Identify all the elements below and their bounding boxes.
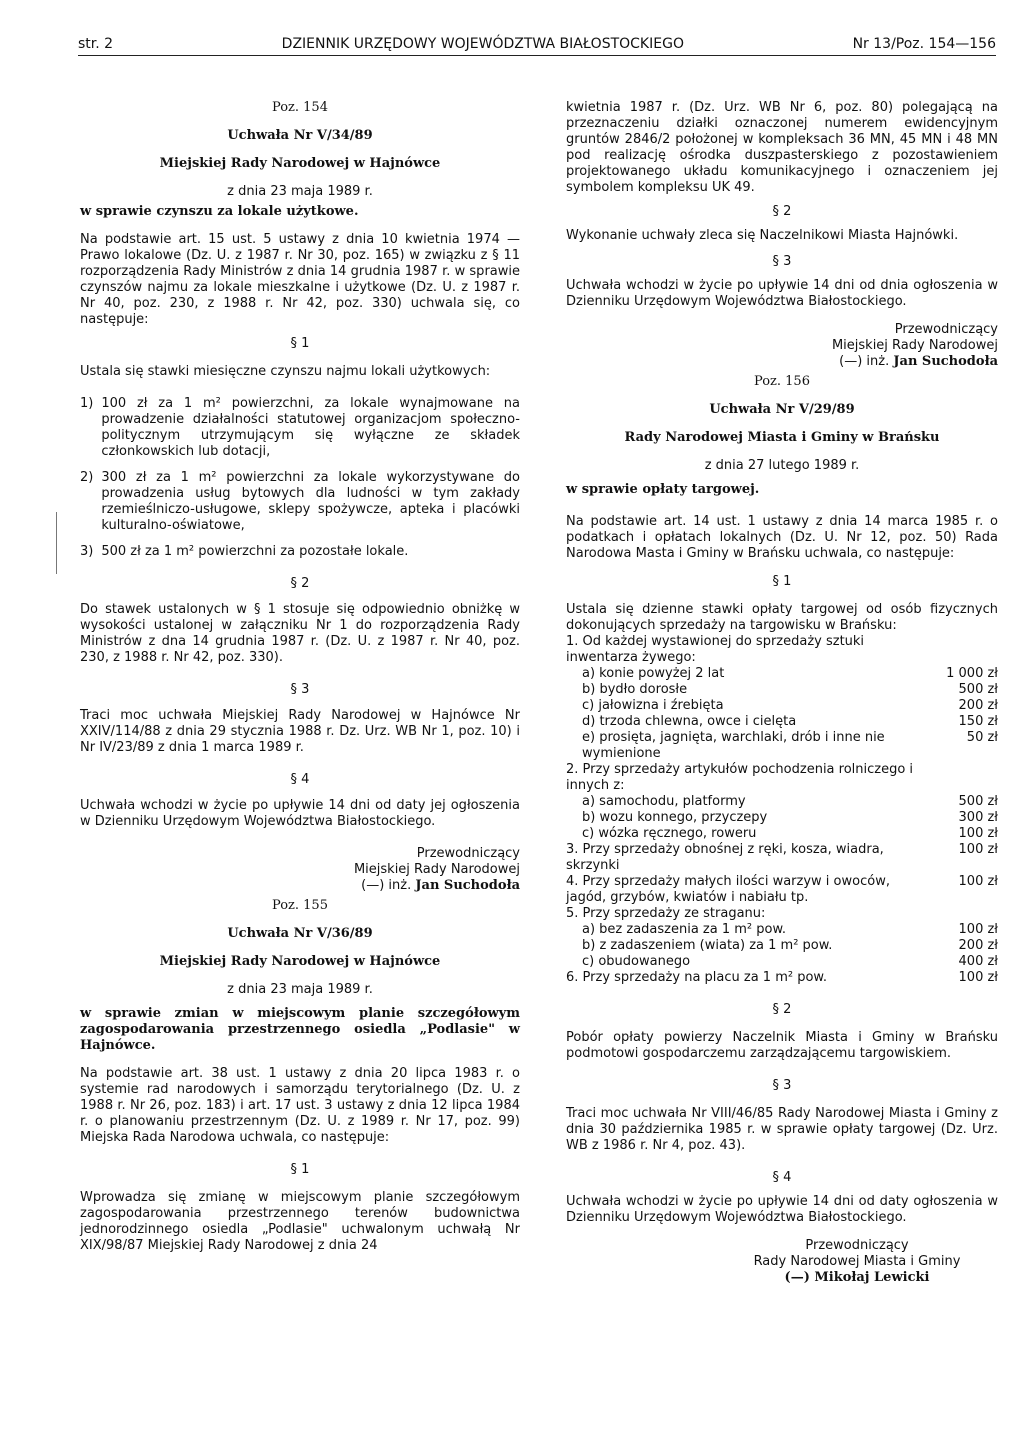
page-number: str. 2: [78, 36, 114, 52]
poz154-section2: § 2: [290, 576, 310, 591]
journal-title: DZIENNIK URZĘDOWY WOJEWÓDZTWA BIAŁOSTOCKIEGO: [281, 36, 684, 52]
poz156-section3-text: Traci moc uchwała Nr VIII/46/85 Rady Narodowej Miasta i Gminy z dnia 30 października 1985 r. w sprawie opłaty targowej (Dz. Urz. WB z 1986 r. Nr 4, poz. 43).: [566, 1106, 998, 1153]
fee-amount: 50 zł: [966, 730, 998, 745]
fee-amount: [932, 906, 998, 922]
poz154-intro: Na podstawie art. 15 ust. 5 ustawy z dnia 10 kwietnia 1974 — Prawo lokalowe (Dz. U. z 1987 r. Nr 30, poz. 165) w związku z § 11 rozporządzenia Rady Ministrów z dnia 14 grudnia 1987 r. w sprawie czynszów najmu za lokale mieszkalne i użytkowe (Dz. U. z 1987 r. Nr 40, poz. 230, z 1988 r. Nr 42, poz. 330) uchwala się, co następuje:: [80, 232, 520, 327]
fee-amount: 500 zł: [958, 682, 998, 697]
poz154-signature: Przewodniczący Miejskiej Rady Narodowej (—) inż. Jan Suchodoła: [353, 846, 520, 893]
fee-label: c) jałowizna i źrebięta: [582, 698, 724, 713]
fee-label: d) trzoda chlewna, owce i cielęta: [582, 714, 797, 729]
poz154-council: Miejskiej Rady Narodowej w Hajnówce: [159, 156, 441, 171]
fee-amount: [932, 634, 998, 666]
fee-amount: 100 zł: [958, 842, 998, 857]
poz155-number: Poz. 155: [272, 898, 328, 913]
poz154-item2: 2) 300 zł za 1 m² powierzchni za lokale wykorzystywane do prowadzenia usług bytowych dla ludności w tym zakłady rzemieślniczo-usługowe, sklepy spożywcze, apteka i placówki kulturalno-oświatowe,: [80, 470, 520, 533]
fee-row: [566, 810, 998, 826]
poz154-section1-text: Ustala się stawki miesięczne czynszu najmu lokali użytkowych:: [80, 364, 491, 379]
fee-label: 6. Przy sprzedaży na placu za 1 m² pow.: [566, 970, 827, 985]
fee-amount: 500 zł: [958, 794, 998, 809]
fee-row: [566, 970, 998, 986]
fee-label: b) bydło dorosłe: [582, 682, 688, 697]
poz155-council: Miejskiej Rady Narodowej w Hajnówce: [159, 954, 441, 969]
poz155-subject: w sprawie zmian w miejscowym planie szczegółowym zagospodarowania przestrzennego osiedla „Podlasie" w Hajnówce.: [80, 1006, 520, 1053]
fee-row: [566, 874, 998, 906]
right-column: [566, 100, 998, 1286]
poz156-number: Poz. 156: [754, 374, 810, 389]
fee-label: c) wózka ręcznego, roweru: [582, 826, 757, 841]
fee-label: 3. Przy sprzedaży obnośnej z ręki, kosza, wiadra, skrzynki: [566, 842, 884, 873]
poz155-section1: § 1: [290, 1162, 310, 1177]
fee-label: a) samochodu, platformy: [582, 794, 746, 809]
fee-row: [566, 714, 998, 730]
fee-label: b) wozu konnego, przyczepy: [582, 810, 768, 825]
page-header: [78, 36, 996, 56]
poz155-section2: § 2: [772, 204, 792, 219]
poz156-intro: Na podstawie art. 14 ust. 1 ustawy z dnia 14 marca 1985 r. o podatkach i opłatach lokalnych (Dz. U. Nr 12, poz. 50) Rada Narodowa Masta i Gminy w Brańsku uchwala, co następuje:: [566, 514, 998, 561]
poz155-section2-text: Wykonanie uchwały zleca się Naczelnikowi Miasta Hajnówki.: [566, 228, 959, 243]
poz155-section1-text: Wprowadza się zmianę w miejscowym planie szczegółowym zagospodarowania przestrzennego terenów budownictwa jednorodzinnego osiedla „Podlasie" uchwalonym uchwałą Nr XIX/98/87 Miejskiej Rady Narodowej z dnia 24: [80, 1190, 520, 1253]
fee-row: [566, 634, 998, 666]
poz154-section1: § 1: [290, 336, 310, 351]
poz155-section3: § 3: [772, 254, 792, 269]
poz156-section2: § 2: [772, 1002, 792, 1017]
poz155-date: z dnia 23 maja 1989 r.: [227, 982, 373, 997]
fee-label: e) prosięta, jagnięta, warchlaki, drób i inne nie wymienione: [582, 730, 885, 761]
poz155-title: Uchwała Nr V/36/89: [227, 926, 373, 941]
poz156-section4-text: Uchwała wchodzi w życie po upływie 14 dni od daty ogłoszenia w Dzienniku Urzędowym Województwa Białostockiego.: [566, 1194, 998, 1225]
fee-amount: 200 zł: [958, 938, 998, 953]
fee-label: 2. Przy sprzedaży artykułów pochodzenia rolniczego i innych z:: [566, 762, 914, 793]
poz156-subject: w sprawie opłaty targowej.: [566, 482, 760, 497]
poz154-section4: § 4: [290, 772, 310, 787]
poz154-section4-text: Uchwała wchodzi w życie po upływie 14 dni od daty jej ogłoszenia w Dzienniku Urzędowym Województwa Białostockiego.: [80, 798, 520, 829]
fee-amount: 100 zł: [958, 874, 998, 889]
poz154-section3-text: Traci moc uchwała Miejskiej Rady Narodowej w Hajnówce Nr XXIV/114/88 z dnia 29 stycznia 1988 r. Dz. Urz. WB Nr 1, poz. 10) i Nr IV/23/89 z dnia 1 marca 1989 r.: [80, 708, 520, 755]
poz155-signature: Przewodniczący Miejskiej Rady Narodowej (—) inż. Jan Suchodoła: [831, 322, 998, 369]
fee-row: [566, 954, 998, 970]
fee-row: [566, 666, 998, 682]
fee-row: [566, 906, 998, 922]
poz154-item3: 3) 500 zł za 1 m² powierzchni za pozostałe lokale.: [80, 544, 409, 559]
fee-row: [566, 698, 998, 714]
fee-row: [566, 842, 998, 874]
fee-row: [566, 762, 998, 794]
fee-row: [566, 730, 998, 762]
fee-label: c) obudowanego: [582, 954, 691, 969]
fee-row: [566, 794, 998, 810]
poz155-intro: Na podstawie art. 38 ust. 1 ustawy z dnia 20 lipca 1983 r. o systemie rad narodowych i samorządu terytorialnego (Dz. U. z 1988 r. Nr 26, poz. 183) i art. 17 ust. 3 ustawy z dnia 12 lipca 1984 r. o planowaniu przestrzennym (Dz. U. z 1989 r. Nr 17, poz. 99) Miejska Rada Narodowa uchwala, co następuje:: [80, 1066, 520, 1145]
fee-label: a) bez zadaszenia za 1 m² pow.: [582, 922, 787, 937]
poz154-subject: w sprawie czynszu za lokale użytkowe.: [80, 204, 359, 219]
poz154-item1: 1) 100 zł za 1 m² powierzchni, za lokale wynajmowane na prowadzenie działalności statutowej organizacjom społeczno-politycznym utrzymującym się wyłączne ze składek członkowskich lub dotacji,: [80, 396, 520, 459]
poz156-section3: § 3: [772, 1078, 792, 1093]
fee-amount: [932, 762, 998, 794]
poz154-section3: § 3: [290, 682, 310, 697]
poz154-title: Uchwała Nr V/34/89: [227, 128, 373, 143]
left-column: [80, 100, 520, 1254]
fee-amount: 100 zł: [958, 970, 998, 985]
poz156-section2-text: Pobór opłaty powierzy Naczelnik Miasta i Gminy w Brańsku podmotowi gospodarczemu zarządzającemu targowiskiem.: [566, 1030, 998, 1061]
fee-amount: 400 zł: [958, 954, 998, 969]
fee-row: [566, 682, 998, 698]
poz156-section1-text: Ustala się dzienne stawki opłaty targowej od osób fizycznych dokonujących sprzedaży na targowisku w Brańsku:: [566, 602, 998, 633]
poz154-section2-text: Do stawek ustalonych w § 1 stosuje się odpowiednio obniżkę w wysokości ustalonej w załączniku Nr 1 do rozporządzenia Rady Ministrów z dna 14 grudnia 1987 r. (Dz. U. z 1987 r. Nr 40, poz. 230, z 1988 r. Nr 42, poz. 330).: [80, 602, 520, 665]
fee-row: [566, 826, 998, 842]
margin-rule: [56, 512, 57, 574]
fee-label: a) konie powyżej 2 lat: [582, 666, 725, 681]
poz154-date: z dnia 23 maja 1989 r.: [227, 184, 373, 199]
poz156-section1: § 1: [772, 574, 792, 589]
poz156-date: z dnia 27 lutego 1989 r.: [704, 458, 860, 473]
fee-amount: 150 zł: [958, 714, 998, 729]
issue-number: Nr 13/Poz. 154—156: [852, 36, 996, 52]
poz156-title: Uchwała Nr V/29/89: [709, 402, 855, 417]
fee-amount: 100 zł: [958, 922, 998, 937]
fee-row: [566, 938, 998, 954]
poz156-signature: Przewodniczący Rady Narodowej Miasta i Gminy (—) Mikołaj Lewicki: [753, 1238, 961, 1285]
poz156-section4: § 4: [772, 1170, 792, 1185]
fee-row: [566, 922, 998, 938]
fee-table: [566, 634, 998, 986]
fee-label: 1. Od każdej wystawionej do sprzedaży sztuki inwentarza żywego:: [566, 634, 865, 665]
fee-amount: 100 zł: [958, 826, 998, 841]
fee-amount: 1 000 zł: [946, 666, 998, 681]
fee-amount: 200 zł: [958, 698, 998, 713]
fee-amount: 300 zł: [958, 810, 998, 825]
fee-label: 5. Przy sprzedaży ze straganu:: [566, 906, 766, 921]
poz156-council: Rady Narodowej Miasta i Gminy w Brańsku: [624, 430, 940, 445]
poz155-continuation: kwietnia 1987 r. (Dz. Urz. WB Nr 6, poz. 80) polegającą na przeznaczeniu działki oznaczonej numerem ewidencyjnym gruntów 2846/2 położonej w kompleksach 36 MN, 45 MN i 48 MN pod realizację ośrodka duszpasterskiego z pozostawieniem projektowanego układu komunikacyjnego i oznaczeniem jej symbolem kompleksu UK 49.: [566, 100, 998, 195]
fee-label: 4. Przy sprzedaży małych ilości warzyw i owoców, jagód, grzybów, kwiatów i nabiału tp.: [566, 874, 890, 905]
poz155-section3-text: Uchwała wchodzi w życie po upływie 14 dni od dnia ogłoszenia w Dzienniku Urzędowym Województwa Białostockiego.: [566, 278, 998, 309]
fee-label: b) z zadaszeniem (wiata) za 1 m² pow.: [582, 938, 833, 953]
poz154-number: Poz. 154: [272, 100, 328, 115]
